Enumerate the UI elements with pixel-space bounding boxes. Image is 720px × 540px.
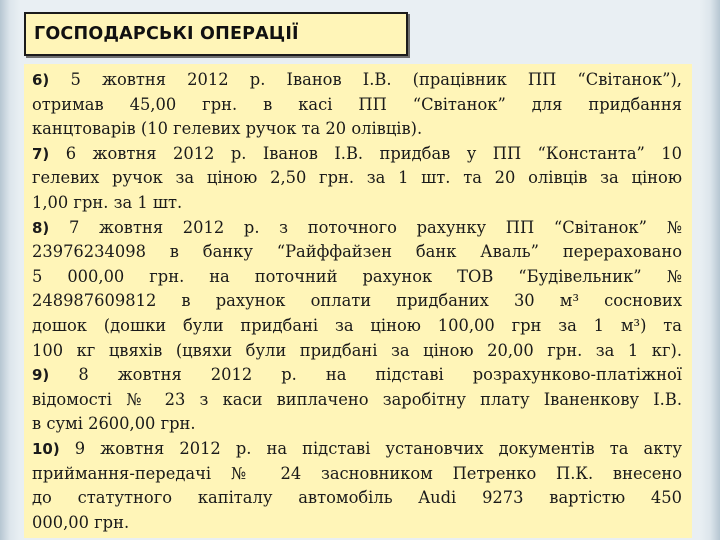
operation-6-line-3: канцтоварів (10 гелевих ручок та 20 олівців). — [32, 119, 423, 139]
operation-number: 7) — [32, 144, 50, 163]
operation-8-line-5: дошок (дошки були придбані за ціною 100,00 грн за 1 м³) та — [32, 315, 682, 335]
operation-text: 8 жовтня 2012 р. на підставі розрахунково-платіжної — [78, 365, 682, 385]
operation-8-line-1 — [32, 216, 682, 241]
operation-number: 8) — [32, 218, 50, 237]
operation-7-line-3: 1,00 грн. за 1 шт. — [32, 192, 183, 212]
operation-text: 5 жовтня 2012 р. Іванов І.В. (працівник ПП “Світанок”), — [70, 70, 682, 89]
operation-8-line-2: 23976234098 в банку “Райффайзен банк Аваль” перераховано — [32, 242, 682, 262]
operation-7-line-2: гелевих ручок за ціною 2,50 грн. за 1 шт. та 20 олівців за ціною — [32, 168, 682, 188]
operation-9-line-1 — [32, 363, 682, 388]
operation-number: 6) — [32, 71, 50, 89]
operation-number: 10) — [32, 439, 60, 458]
operation-10-line-2: приймання-передачі № 24 засновником Петренко П.К. внесено — [32, 463, 682, 483]
operation-text: 9 жовтня 2012 р. на підставі установчих документів та акту — [74, 438, 682, 458]
operation-10-line-1 — [32, 437, 682, 462]
operation-6-line-1 — [32, 68, 682, 93]
operation-10-line-3: до статутного капіталу автомобіль Audi 9273 вартістю 450 — [32, 488, 682, 508]
operations-box — [24, 64, 692, 538]
title-box — [24, 12, 408, 56]
operation-7-line-1 — [32, 142, 682, 167]
operation-6-line-2: отримав 45,00 грн. в касі ПП “Світанок” для придбання — [32, 94, 682, 114]
operation-8-line-3: 5 000,00 грн. на поточний рахунок ТОВ “Будівельник” № — [32, 266, 682, 286]
operation-8-line-4: 248987609812 в рахунок оплати придбаних 30 м³ соснових — [32, 291, 682, 311]
operation-text: 6 жовтня 2012 р. Іванов І.В. придбав у ПП “Константа” 10 — [65, 143, 682, 163]
operations-list — [32, 68, 682, 535]
operation-9-line-2: відомості № 23 з каси виплачено заробітну плату Іваненкову І.В. — [32, 389, 682, 409]
operation-8-line-6: 100 кг цвяхів (цвяхи були придбані за ціною 20,00 грн. за 1 кг). — [32, 340, 682, 360]
operation-text: 7 жовтня 2012 р. з поточного рахунку ПП “Світанок” № — [68, 217, 682, 237]
operation-number: 9) — [32, 366, 50, 385]
operation-10-line-4: 000,00 грн. — [32, 512, 130, 532]
page-title: ГОСПОДАРСЬКІ ОПЕРАЦІЇ — [34, 24, 299, 44]
operation-9-line-3: в сумі 2600,00 грн. — [32, 414, 196, 434]
